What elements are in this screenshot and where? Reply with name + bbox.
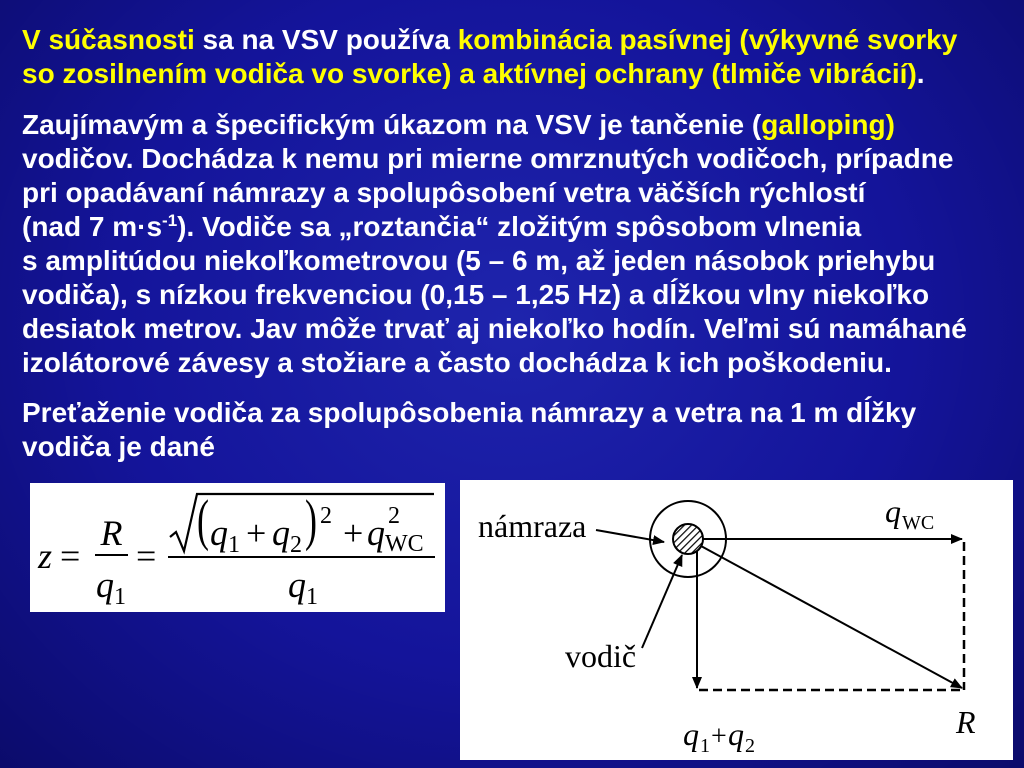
formula-plus-sign: + — [343, 513, 364, 553]
formula-box — [30, 483, 445, 612]
formula-term-subscript: 1 — [228, 532, 240, 558]
ice-label: námraza — [478, 508, 587, 544]
conductor-pointer-arrow — [642, 555, 682, 648]
paragraph-2-line-8: izolátorové závesy a stožiare a často dochádza k ich poškodeniu. — [22, 347, 892, 378]
formula-exponent: 2 — [320, 503, 332, 529]
formula-denominator-subscript: 1 — [114, 584, 126, 610]
highlight-text: so zosilnením vodiča vo svorke) a aktívnej ochrany (tlmiče vibrácií) — [22, 58, 917, 89]
formula-equals-sign: = — [136, 536, 157, 576]
formula-denominator-symbol: q — [288, 565, 306, 605]
formula-term-symbol: q — [210, 513, 228, 553]
formula-term-symbol: q — [367, 513, 385, 553]
paragraph-2-line-6: vodiča), s nízkou frekvenciou (0,15 – 1,25 Hz) a dĺžkou vlny niekoľko — [22, 279, 930, 310]
weight-load-symbol: q — [683, 716, 699, 752]
paragraph-2-line-7: desiatok metrov. Jav môže trvať aj niekoľko hodín. Veľmi sú namáhané — [22, 313, 967, 344]
paragraph-2-line-2: vodičov. Dochádza k nemu pri mierne omrznutých vodičoch, prípadne — [22, 143, 954, 174]
wind-load-subscript: WC — [902, 512, 935, 534]
diagram-box — [460, 480, 1013, 760]
paragraph-1-line-1 — [22, 23, 957, 57]
conductor-label: vodič — [565, 638, 637, 674]
weight-load-subscript: 1 — [700, 735, 710, 757]
highlight-text: galloping) — [761, 109, 895, 140]
highlight-text: V súčasnosti — [22, 24, 195, 55]
formula-variable-z: z — [38, 536, 53, 576]
formula-denominator-subscript: 1 — [306, 584, 318, 610]
formula-numerator-r: R — [100, 513, 123, 553]
weight-load-plus-sign: + — [711, 721, 727, 752]
paragraph-2-line-5: s amplitúdou niekoľkometrovou (5 – 6 m, až jeden násobok priehybu — [22, 245, 936, 276]
weight-load-symbol: q — [728, 716, 744, 752]
overload-formula — [30, 483, 445, 612]
unit-exponent: -1 — [162, 211, 178, 230]
ice-pointer-arrow — [596, 530, 664, 542]
conductor-hatched-circle — [673, 524, 703, 554]
formula-plus-sign: + — [246, 513, 267, 553]
paragraph-2-line-4 — [22, 210, 861, 244]
formula-term-subscript: 2 — [290, 532, 302, 558]
body-text: sa na VSV používa — [194, 24, 458, 55]
paragraph-3-line-1: Preťaženie vodiča za spolupôsobenia námrazy a vetra na 1 m dĺžky — [22, 397, 917, 428]
weight-load-subscript: 2 — [745, 735, 755, 757]
body-text: . — [916, 58, 925, 89]
highlight-text: kombinácia pasívnej (výkyvné svorky — [457, 24, 958, 55]
wind-load-symbol: q — [885, 493, 901, 529]
body-text: (nad 7 m·s — [22, 211, 163, 242]
formula-left-parenthesis: ( — [197, 488, 209, 553]
formula-equals-sign: = — [60, 536, 81, 576]
resultant-load-vector — [701, 546, 962, 688]
load-vector-diagram — [460, 480, 1013, 760]
paragraph-1-line-2 — [22, 57, 925, 91]
paragraph-2-line-3: pri opadávaní námrazy a spolupôsobení vetra väčších rýchlostí — [22, 177, 866, 208]
body-text: ). Vodiče sa „roztančia“ zložitým spôsobom vlnenia — [177, 211, 862, 242]
formula-term-subscript: WC — [385, 531, 424, 557]
paragraph-2-line-1 — [22, 108, 895, 142]
formula-exponent: 2 — [388, 503, 400, 529]
body-text: Zaujímavým a špecifickým úkazom na VSV je tančenie ( — [22, 109, 762, 140]
formula-term-symbol: q — [272, 513, 290, 553]
paragraph-3-line-2: vodiča je dané — [22, 431, 215, 462]
resultant-label: R — [956, 704, 976, 740]
formula-denominator-symbol: q — [96, 565, 114, 605]
formula-right-parenthesis: ) — [305, 488, 317, 553]
